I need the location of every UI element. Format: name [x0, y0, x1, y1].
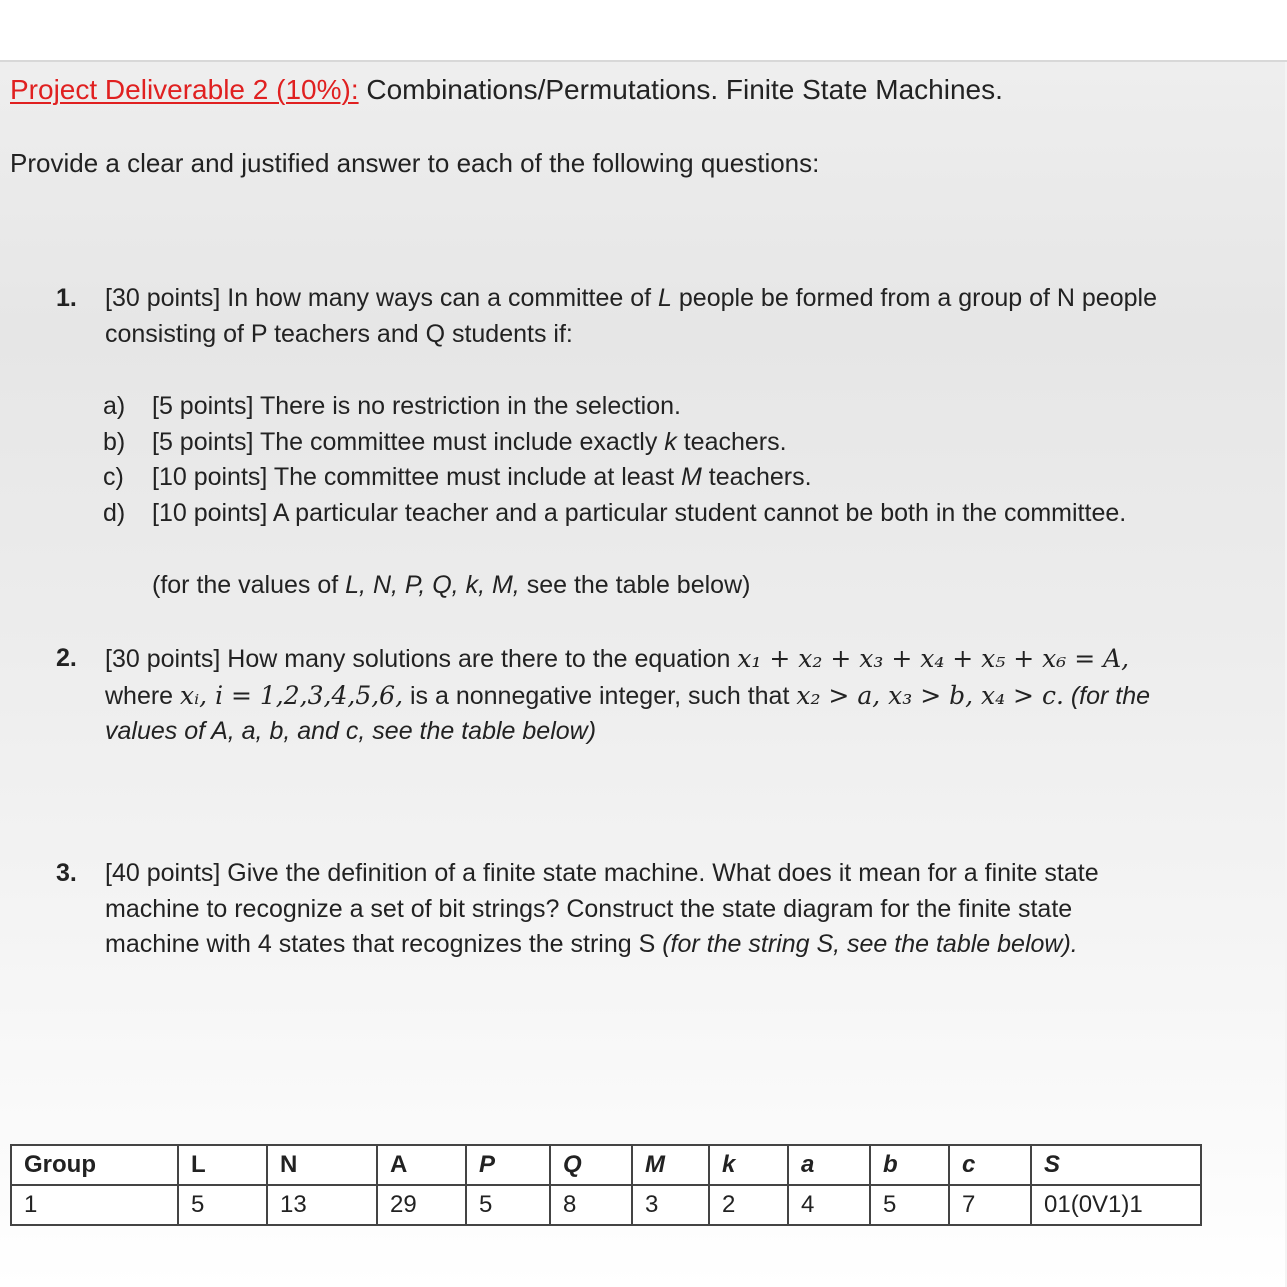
- question-1-line-2: consisting of P teachers and Q students if:: [105, 319, 573, 348]
- header-A: A: [377, 1145, 466, 1185]
- question-1: [56, 281, 1206, 352]
- header-P: P: [466, 1145, 550, 1185]
- question-3-line-3: machine with 4 states that recognizes the string S (for the string S, see the table below).: [105, 930, 1078, 958]
- header-group: Group: [11, 1145, 178, 1185]
- cell-group: 1: [11, 1185, 178, 1225]
- page-title: [10, 72, 1003, 108]
- header-L: L: [178, 1145, 267, 1185]
- cell-M: 3: [632, 1185, 709, 1225]
- question-number: 3.: [56, 859, 77, 887]
- equation: x₁ + x₂ + x₃ + x₄ + x₅ + x₆ = A,: [737, 644, 1130, 673]
- values-table: [10, 1144, 1202, 1226]
- table-row: [11, 1185, 1201, 1225]
- cell-A: 29: [377, 1185, 466, 1225]
- question-2-line-1: [30 points] How many solutions are there to the equation x₁ + x₂ + x₃ + x₄ + x₅ + x₆ = A,: [105, 644, 1130, 673]
- header-S: S: [1031, 1145, 1201, 1185]
- header-k: k: [709, 1145, 788, 1185]
- question-1-line-1: [30 points] In how many ways can a committee of L people be formed from a group of N people: [105, 284, 1157, 312]
- header-N: N: [267, 1145, 377, 1185]
- question-2-line-2: where xᵢ, i = 1,2,3,4,5,6, is a nonnegative integer, such that x₂ > a, x₃ > b, x₄ > c. (for the: [105, 680, 1151, 710]
- table-header-row: [11, 1145, 1201, 1185]
- header-M: M: [632, 1145, 709, 1185]
- question-3-line-2: machine to recognize a set of bit strings? Construct the state diagram for the finite state: [105, 894, 1073, 923]
- question-number: 1.: [56, 284, 77, 312]
- cell-k: 2: [709, 1185, 788, 1225]
- question-2-line-3: values of A, a, b, and c, see the table below): [105, 717, 597, 745]
- deliverable-title-topic: Combinations/Permutations. Finite State Machines.: [358, 74, 1003, 105]
- cell-a: 4: [788, 1185, 870, 1225]
- document-page: Project Deliverable 2 (10%): Combinations/Permutations. Finite State Machines. Provide a clear and justified answer to each of the following questions: 1. [30 points] In how many ways can a committee of L people be formed from a group of N people consisting of P teachers and Q students if: a) [5 points] There is no restriction in the selection. b) [5 points] The committee must include exactly k teachers. c) [10 points] The committee must include at least M teachers. d) [10 points] A particular teacher and a particular student cannot be both in the committee. (for the values of L, N, P, Q, k, M, see the table below) 2. [30 points] How many solutions are there to the equation x₁ + x₂ + x₃ + x₄ + x₅ + x₆ = A, where xᵢ, i = 1,2,3,4,5,6, is a nonnegative integer, such that x₂ > a, x₃ > b, x₄ > c. (for the values of A, a, b, and c, see the table below) 3. [40 points] Give the definition of a finite state machine. What does it mean for a finite state machine to recognize a set of bit strings? Construct the state diagram for the finite state machine with 4 states that recognizes the string S (for the string S, see the table below). Group L N A P Q M k a b c S 1 5 13 29 5 8 3 2 4 5 7 01(0V1)1: [0, 0, 1287, 1287]
- question-2: [56, 641, 1206, 750]
- header-Q: Q: [550, 1145, 632, 1185]
- cell-L: 5: [178, 1185, 267, 1225]
- header-a: a: [788, 1145, 870, 1185]
- question-number: 2.: [56, 644, 77, 672]
- question-3: [56, 856, 1206, 963]
- deliverable-title-link: Project Deliverable 2 (10%):: [10, 74, 359, 105]
- cell-b: 5: [870, 1185, 949, 1225]
- question-1-values-note: (for the values of L, N, P, Q, k, M, see the table below): [152, 571, 751, 599]
- cell-S: 01(0V1)1: [1031, 1185, 1201, 1225]
- header-b: b: [870, 1145, 949, 1185]
- header-c: c: [949, 1145, 1031, 1185]
- cell-P: 5: [466, 1185, 550, 1225]
- cell-Q: 8: [550, 1185, 632, 1225]
- question-3-line-1: [40 points] Give the definition of a finite state machine. What does it mean for a finite state: [105, 859, 1099, 887]
- instructions-text: Provide a clear and justified answer to each of the following questions:: [10, 148, 820, 178]
- cell-N: 13: [267, 1185, 377, 1225]
- cell-c: 7: [949, 1185, 1031, 1225]
